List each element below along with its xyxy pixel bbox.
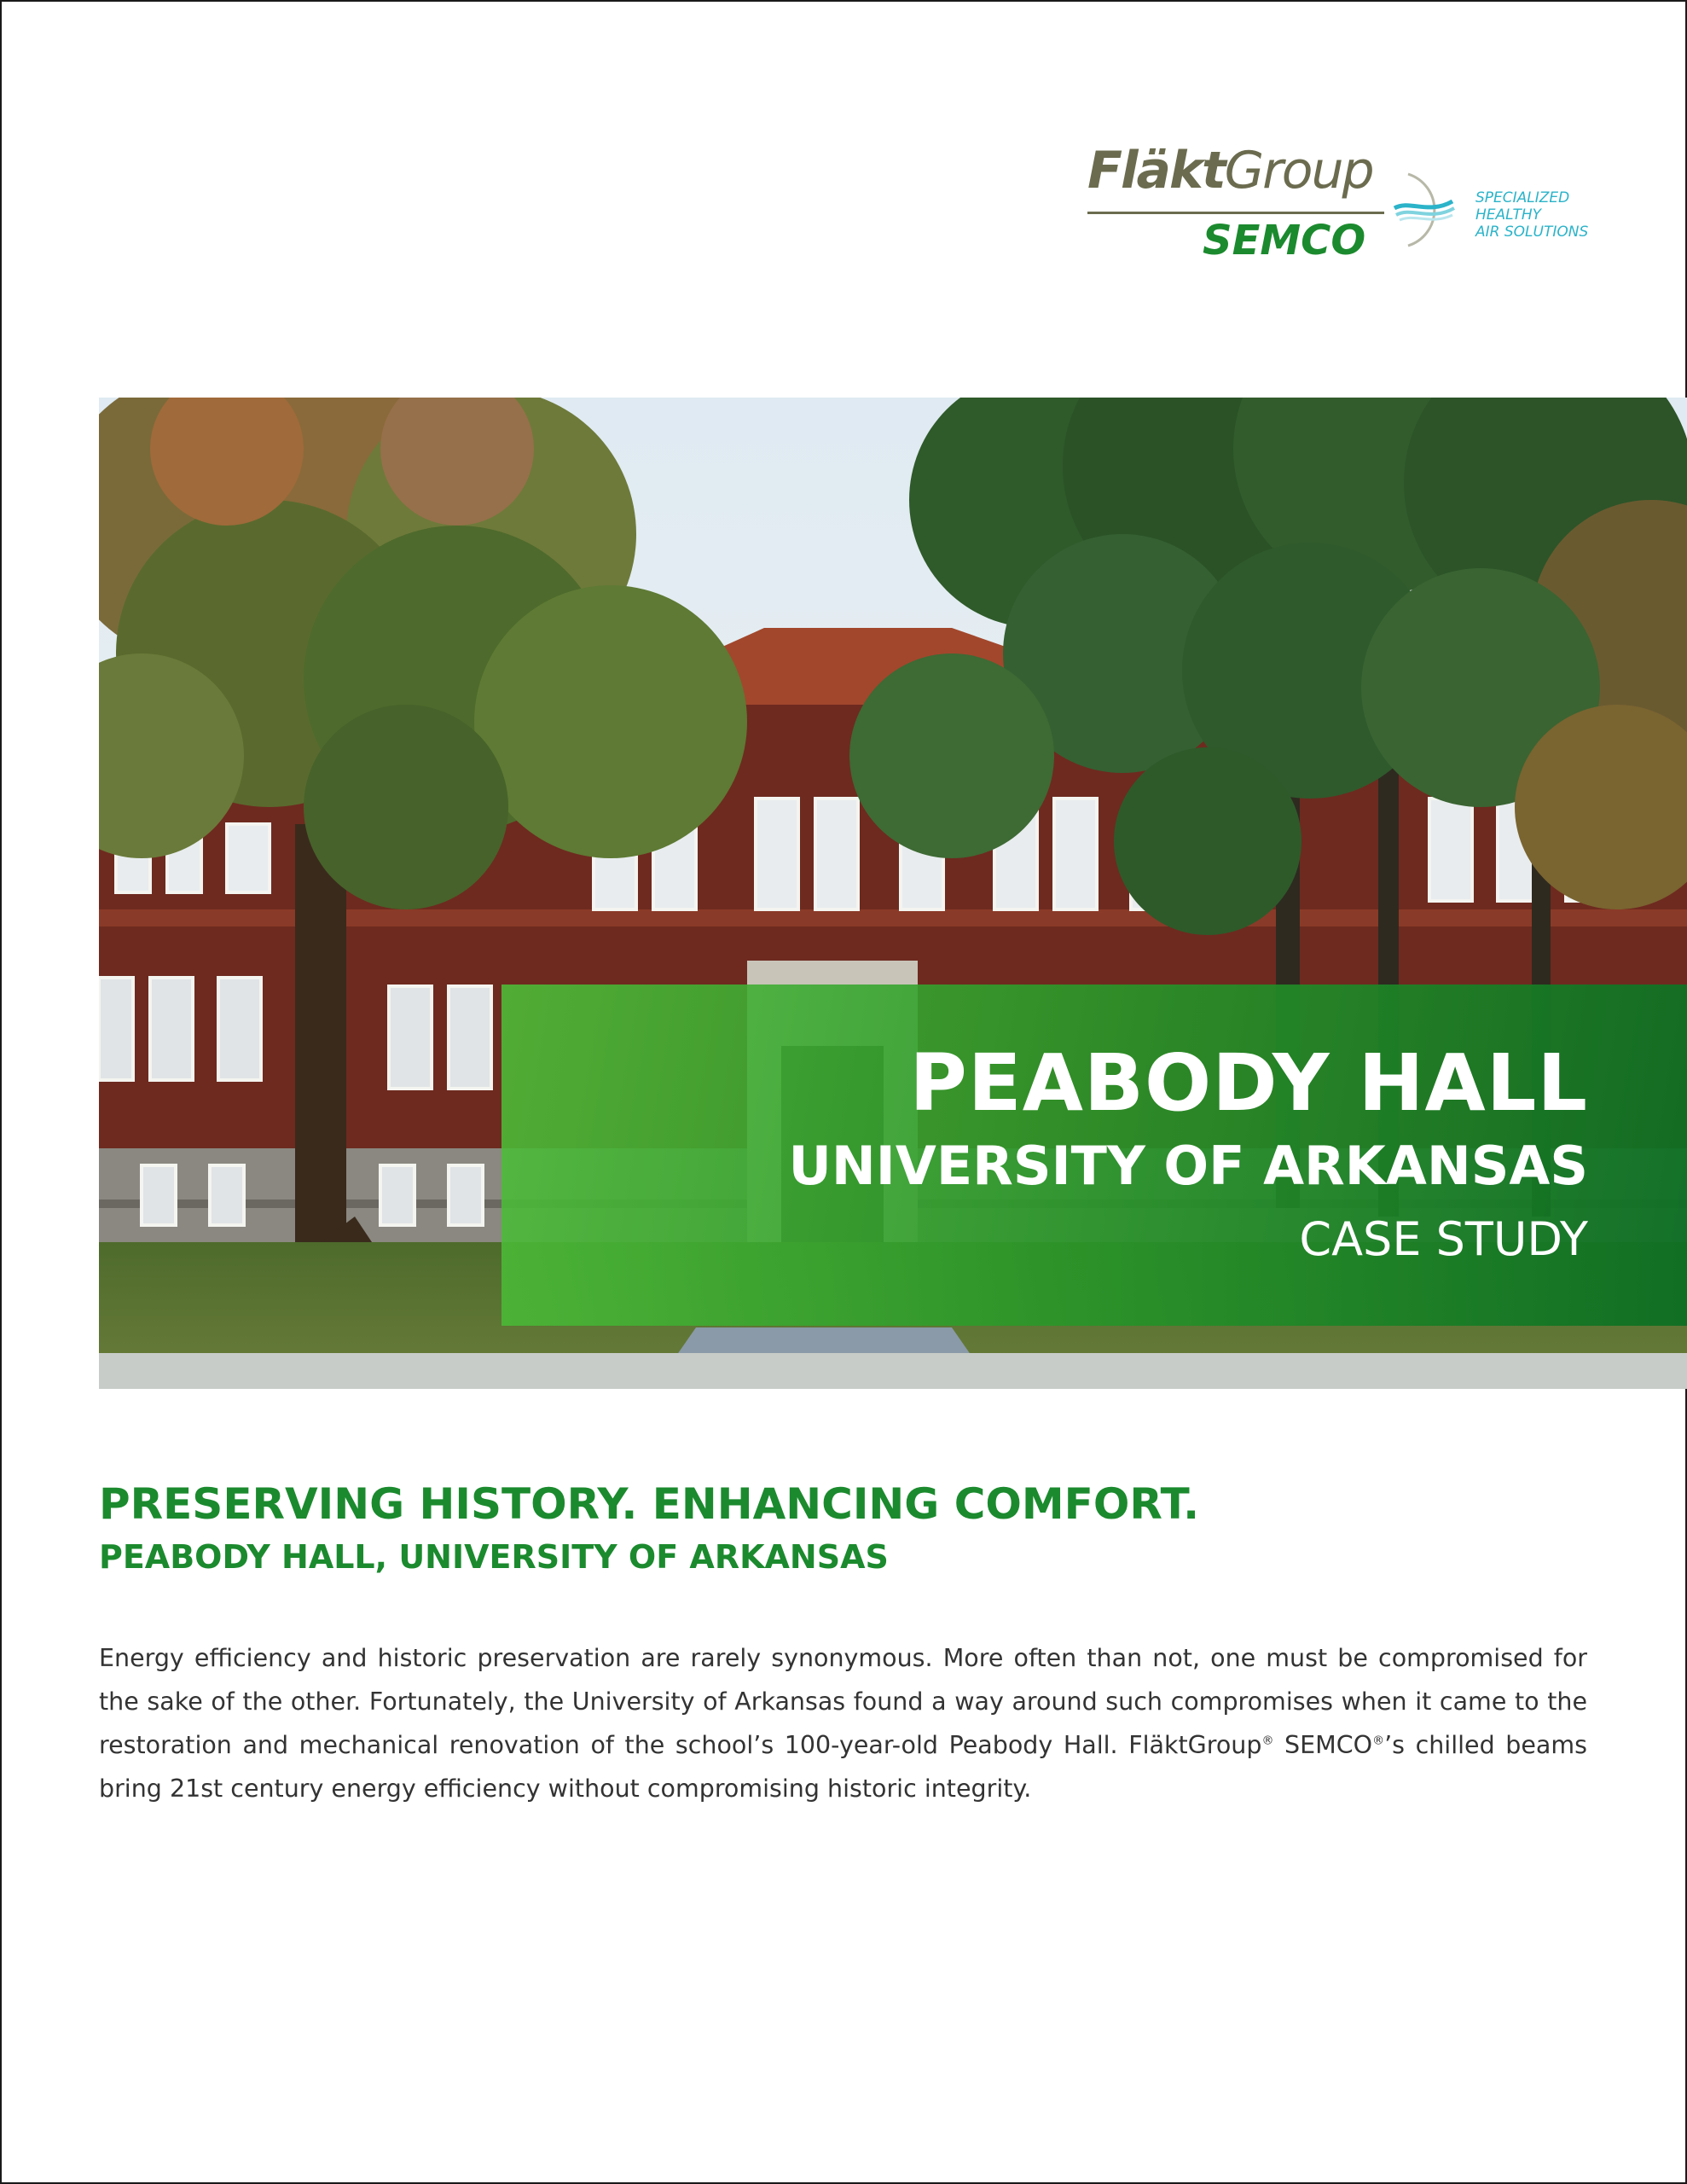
semco-wordmark: SEMCO <box>1203 217 1366 264</box>
brand-regular: Group <box>1224 141 1373 200</box>
swoosh-icon <box>1393 171 1468 249</box>
body-text-part-3: ’s chilled beams bring 21st century energy efficiency without compromising historic integrity. <box>99 1731 1587 1803</box>
logo-tagline <box>1475 189 1588 241</box>
registered-mark: ® <box>1372 1734 1385 1748</box>
hero-photo <box>99 398 1687 1389</box>
logo-divider <box>1087 212 1384 214</box>
flaktgroup-wordmark <box>1087 141 1373 200</box>
tagline-line-1: SPECIALIZED <box>1475 189 1570 206</box>
tagline-line-3: AIR SOLUTIONS <box>1475 224 1589 241</box>
body-text-part-2: SEMCO <box>1273 1731 1373 1759</box>
company-logo <box>1083 141 1595 273</box>
hero-subtitle: UNIVERSITY OF ARKANSAS <box>788 1135 1588 1197</box>
hero-title: PEABODY HALL <box>909 1037 1588 1129</box>
hero-tag: CASE STUDY <box>1299 1212 1588 1266</box>
body-paragraph <box>99 1636 1587 1810</box>
subheadline: PEABODY HALL, UNIVERSITY OF ARKANSAS <box>99 1538 889 1576</box>
tagline-line-2: HEALTHY <box>1475 206 1542 224</box>
registered-mark: ® <box>1261 1734 1274 1748</box>
body-text-part-1: Energy efficiency and historic preservation are rarely synonymous. More often than not, one must be compromised for the sake of the other. Fortunately, the University of Arkansas found a way around such compromises when it came to the restoration and mechanical renovation of the school’s 100-year-old Peabody Hall. FläktGroup <box>99 1644 1587 1759</box>
brand-bold: Fläkt <box>1087 141 1225 200</box>
hero-title-banner <box>501 985 1687 1326</box>
headline: PRESERVING HISTORY. ENHANCING COMFORT. <box>99 1479 1200 1529</box>
